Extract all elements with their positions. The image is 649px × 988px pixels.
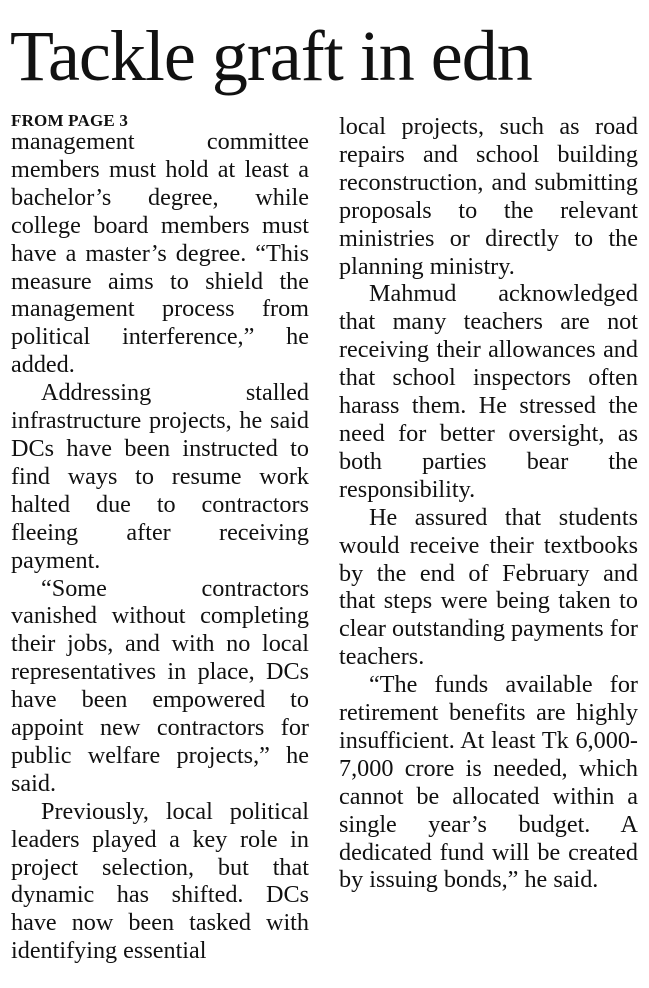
article-paragraph: He assured that students would receive their textbooks by the end of February and that steps were being taken to clear outstanding payments for teachers. — [339, 503, 638, 671]
article-column-left — [11, 108, 309, 965]
article-paragraph: Addressing stalled infrastructure projects, he said DCs have been instructed to find ways to resume work halted due to contractors fleeing after receiving payment. — [11, 379, 309, 574]
continuation-kicker: FROM PAGE 3 — [11, 111, 129, 130]
article-paragraph: local projects, such as road repairs and school building reconstruction, and submitting proposals to the relevant ministries or directly to the planning ministry. — [339, 113, 638, 280]
article-paragraph: Previously, local political leaders played a key role in project selection, but that dynamic has shifted. DCs have now been tasked with identifying essential — [11, 797, 309, 965]
article-paragraph: Mahmud acknowledged that many teachers are not receiving their allowances and that school inspectors often harass them. He stressed the need for better oversight, as both parties bear the responsibility. — [339, 280, 638, 503]
article-column-right — [339, 108, 638, 894]
article-headline: Tackle graft in edn — [10, 16, 532, 96]
article-paragraph: “Some contractors vanished without completing their jobs, and with no local representatives in place, DCs have been empowered to appoint new contractors for public welfare projects,” he said. — [11, 574, 309, 797]
article-paragraph: “The funds available for retirement benefits are highly insufficient. At least Tk 6,000-7,000 crore is needed, which cannot be allocated within a single year’s budget. A dedicated fund will be created by issuing bonds,” he said. — [339, 671, 638, 894]
article-paragraph: management committee members must hold at least a bachelor’s degree, while college board members must have a master’s degree. “This measure aims to shield the management process from political interference,” he added. — [11, 128, 309, 379]
